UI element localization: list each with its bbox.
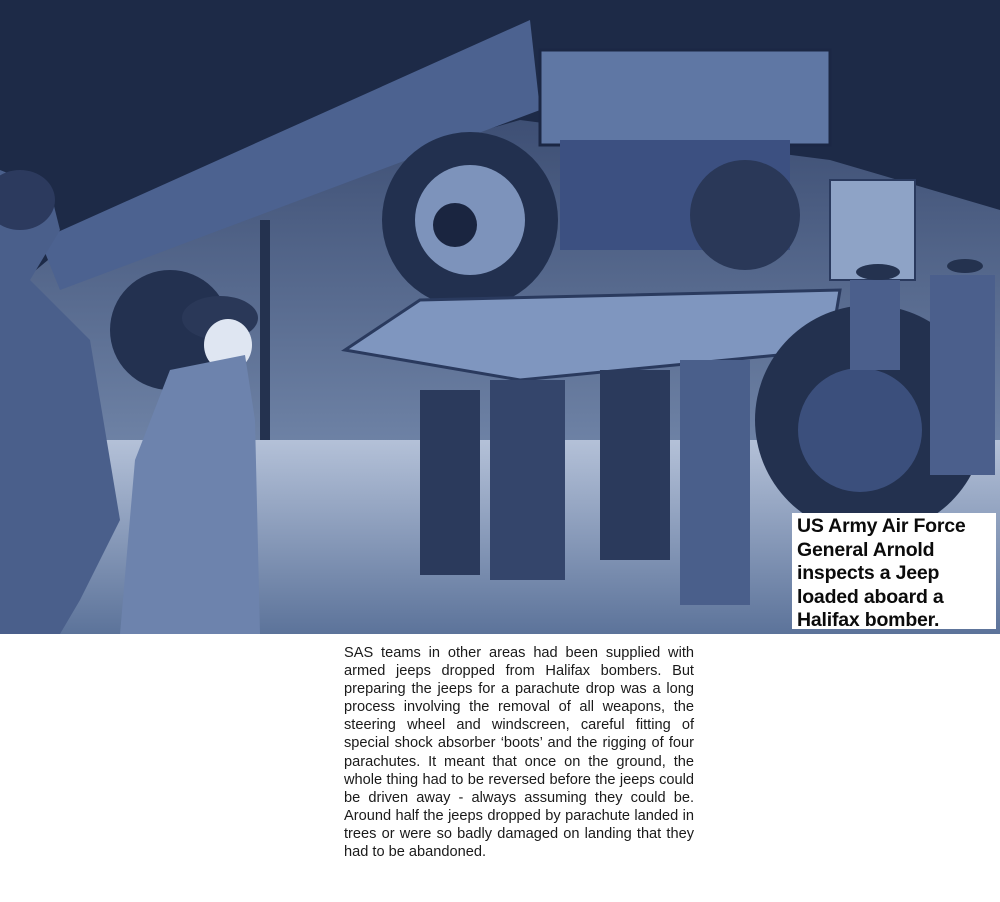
caption-line: General Arnold <box>797 538 935 561</box>
caption-line: Halifax bomber. <box>797 609 940 631</box>
article-paragraph: SAS teams in other areas had been supplied with armed jeeps dropped from Halifax bombers. But preparing the jeeps for a parachute drop was a long process involving the removal of all weapons, the steering wheel and windscreen, careful fitting of special shock absorber ‘boots’ and the rigging of four parachutes. It meant that once on the ground, the whole thing had to be reversed before the jeeps could be driven away - always assuming they could be. Around half the jeeps dropped by parachute landed in trees or were so badly damaged on landing that they had to be abandoned. <box>344 645 694 861</box>
caption-line: loaded aboard a <box>797 585 944 608</box>
photo-caption <box>792 513 996 629</box>
caption-line: US Army Air Force <box>797 515 966 537</box>
caption-line: inspects a Jeep <box>797 562 940 584</box>
